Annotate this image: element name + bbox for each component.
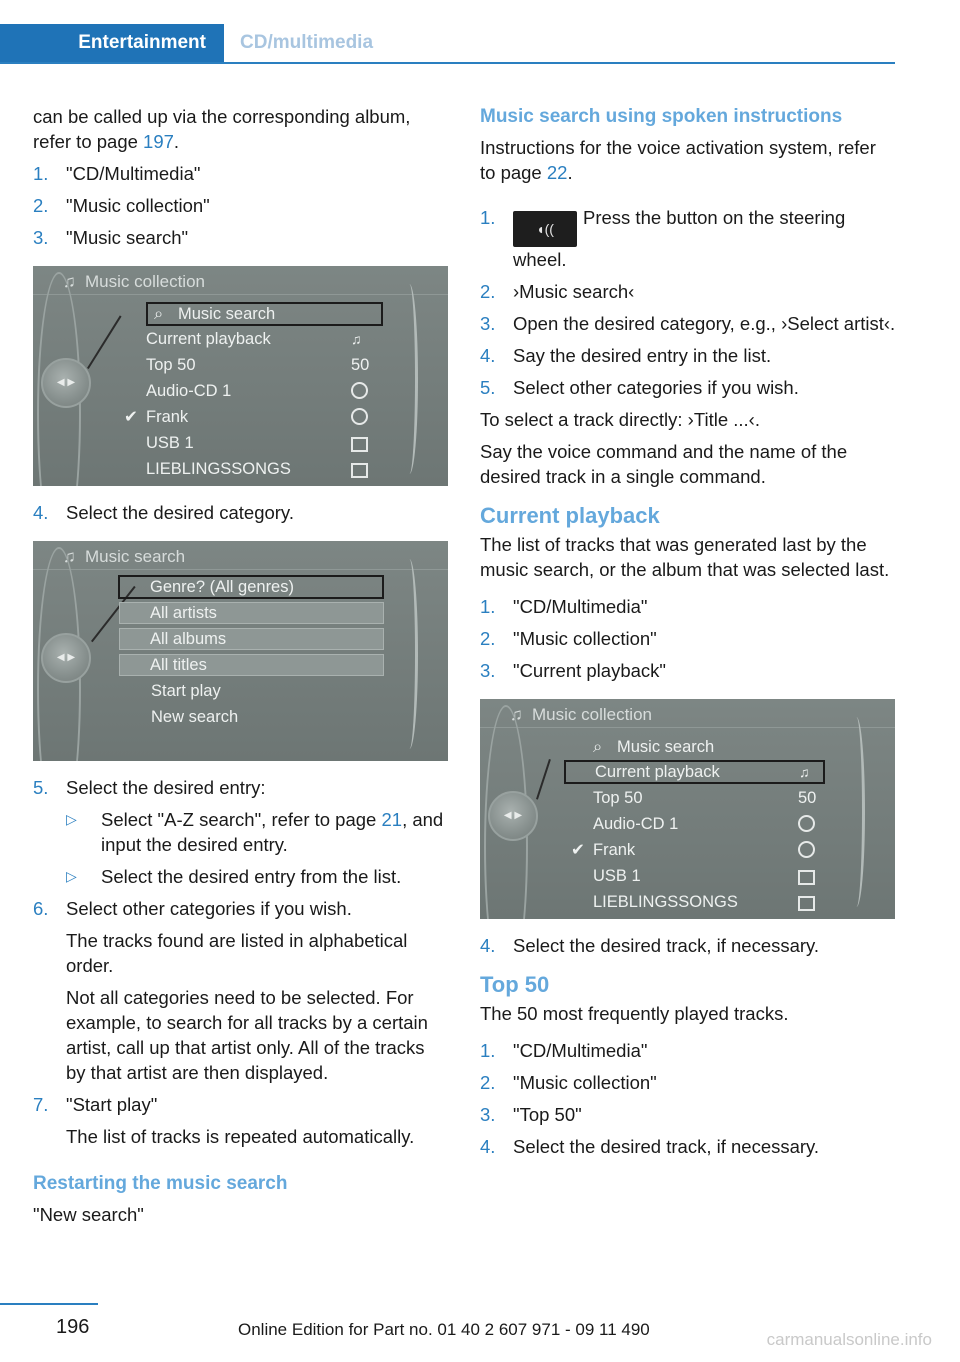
- cd-icon: [798, 815, 815, 832]
- menu-item-all-titles[interactable]: All titles: [119, 654, 384, 676]
- left-column: [33, 104, 449, 1234]
- usb-icon: [798, 870, 815, 885]
- list-item: 1. "CD/Multimedia": [480, 596, 648, 617]
- current-steps: [480, 594, 896, 683]
- menu-item-frank[interactable]: ✔ Frank: [146, 405, 382, 429]
- list-item: 3. "Music search": [33, 227, 189, 248]
- list-item: 5. Select other categories if you wish.: [480, 377, 799, 398]
- step-note: The tracks found are listed in alphabetical order.: [66, 930, 408, 976]
- page-link-197[interactable]: 197: [143, 131, 174, 152]
- restart-heading: Restarting the music search: [33, 1173, 288, 1194]
- menu-item-music-search[interactable]: ⌕ Music search: [146, 302, 383, 326]
- list-item: 7. "Start play" The list of tracks is repeated automatically.: [33, 1092, 449, 1149]
- menu-item-lieblingssongs[interactable]: LIEBLINGSSONGS: [593, 890, 829, 914]
- controller-knob-icon: ◀ ▶: [41, 633, 91, 683]
- page-number: 196: [56, 1316, 90, 1338]
- top50-steps: [480, 1038, 896, 1159]
- menu-item-usb[interactable]: USB 1: [593, 864, 829, 888]
- intro-paragraph: can be called up via the corresponding album, refer to page 197.: [33, 106, 411, 152]
- screen-title: Music search: [85, 547, 186, 566]
- right-column: [480, 104, 896, 1166]
- playlist-icon: ♫: [351, 331, 362, 347]
- direct-text-2: Say the voice command and the name of the desired track in a single command.: [480, 441, 848, 487]
- menu-item-frank[interactable]: ✔ Frank: [593, 838, 829, 862]
- list-item: 2. ›Music search‹: [480, 281, 635, 302]
- music-note-icon: ♫: [63, 272, 76, 291]
- screen-music-collection: [33, 266, 448, 486]
- menu-item-current-playback[interactable]: Current playback ♫: [564, 760, 825, 784]
- tab-cd-multimedia[interactable]: CD/multimedia: [240, 32, 374, 53]
- voice-paragraph: Instructions for the voice activation system, refer to page 22.: [480, 137, 876, 183]
- pointer-line: [536, 759, 551, 800]
- checkmark-icon: ✔: [124, 408, 138, 426]
- cd-icon: [351, 408, 368, 425]
- music-note-icon: ♫: [63, 547, 76, 566]
- divider: [480, 727, 895, 728]
- list-item: 2. "Music collection": [33, 195, 210, 216]
- music-note-icon: ♫: [510, 705, 523, 724]
- divider: [33, 294, 448, 295]
- menu-item-all-artists[interactable]: All artists: [119, 602, 384, 624]
- screen-music-search: [33, 541, 448, 761]
- controller-knob-icon: ◀ ▶: [41, 358, 91, 408]
- list-item: 4. Select the desired category.: [33, 502, 294, 523]
- list-item: 2. "Music collection": [480, 1072, 657, 1093]
- menu-item-top50[interactable]: Top 50 50: [146, 356, 370, 374]
- checkmark-icon: ✔: [571, 841, 585, 859]
- menu-item-music-search[interactable]: ⌕ Music search: [593, 735, 829, 759]
- screen-music-collection-current: [480, 699, 895, 919]
- voice-steps: [480, 205, 896, 400]
- playlist-icon: ♫: [799, 764, 810, 780]
- top50-heading: Top 50: [480, 972, 550, 997]
- divider: [33, 569, 448, 570]
- list-item: 5. Select the desired entry: ▷ Select "A-Z search", refer to page 21, and input the desired entry. ▷ Select the desired entry from the list.: [33, 775, 449, 889]
- top50-text: The 50 most frequently played tracks.: [480, 1003, 789, 1024]
- list-item: 4. Select the desired track, if necessary.: [480, 1136, 820, 1157]
- current-steps-b: [480, 933, 896, 958]
- sub-list: [66, 807, 449, 889]
- footer-line: [0, 1303, 98, 1305]
- list-item: 3. "Current playback": [480, 660, 666, 681]
- watermark: carmanualsonline.info: [766, 1330, 932, 1349]
- list-item: 6. Select other categories if you wish. The tracks found are listed in alphabetical order. Not all categories need to be selected. For example, to search for all tracks by a certain artist, call up that artist only. All of the tracks by that artist are then displayed.: [33, 896, 449, 1085]
- direct-text: To select a track directly: ›Title ...‹.: [480, 409, 760, 430]
- screen-title: Music collection: [85, 272, 205, 291]
- restart-text: "New search": [33, 1204, 144, 1225]
- triangle-bullet-icon: ▷: [66, 868, 77, 884]
- usb-icon: [351, 437, 368, 452]
- menu-item-lieblingssongs[interactable]: LIEBLINGSSONGS: [146, 457, 382, 481]
- menu-item-audio-cd[interactable]: Audio-CD 1: [593, 812, 829, 836]
- usb-icon: [798, 896, 815, 911]
- tab-entertainment[interactable]: Entertainment: [0, 24, 224, 62]
- voice-button-icon: ◖((: [513, 211, 577, 247]
- scroll-arc: [848, 717, 865, 907]
- step-note: Not all categories need to be selected. For example, to search for all tracks by a certain artist, call up that artist only. All of the tracks by that artist are then displayed.: [66, 987, 428, 1083]
- menu-item-current-playback[interactable]: Current playback ♫: [146, 327, 382, 351]
- list-item: 1. ◖((Press the button on the steering wheel.: [480, 207, 846, 270]
- menu-item-new-search[interactable]: New search: [151, 708, 239, 726]
- menu-item-all-albums[interactable]: All albums: [119, 628, 384, 650]
- list-item: 4. Say the desired entry in the list.: [480, 345, 772, 366]
- page-link-22[interactable]: 22: [546, 162, 568, 183]
- menu-item-audio-cd[interactable]: Audio-CD 1: [146, 379, 382, 403]
- list-item: 1. "CD/Multimedia": [480, 1040, 648, 1061]
- list-item: 1. "CD/Multimedia": [33, 163, 201, 184]
- step-note: The list of tracks is repeated automatically.: [66, 1126, 415, 1147]
- triangle-bullet-icon: ▷: [66, 811, 77, 827]
- current-playback-text: The list of tracks that was generated last by the music search, or the album that was selected last.: [480, 534, 890, 580]
- list-item: 2. "Music collection": [480, 628, 657, 649]
- usb-icon: [351, 463, 368, 478]
- cd-icon: [798, 841, 815, 858]
- menu-item-genre[interactable]: Genre? (All genres): [118, 575, 384, 599]
- list-item: 3. "Top 50": [480, 1104, 582, 1125]
- steps-list-c: [33, 775, 449, 1149]
- search-icon: ⌕: [154, 305, 164, 323]
- list-item: 3. Open the desired category, e.g., ›Select artist‹.: [480, 313, 896, 334]
- page-link-21[interactable]: 21: [381, 809, 403, 830]
- list-item: 4. Select the desired track, if necessary.: [480, 935, 820, 956]
- sub-list-item: ▷ Select the desired entry from the list.: [66, 866, 402, 887]
- steps-list-b: [33, 500, 449, 525]
- current-playback-heading: Current playback: [480, 503, 660, 528]
- steps-list-a: [33, 161, 449, 250]
- search-icon: ⌕: [593, 738, 603, 756]
- controller-knob-icon: ◀ ▶: [488, 791, 538, 841]
- scroll-arc: [401, 559, 418, 749]
- pointer-line: [87, 315, 122, 369]
- scroll-arc: [401, 284, 418, 474]
- voice-heading: Music search using spoken instructions: [480, 106, 843, 127]
- sub-list-item: ▷ Select "A-Z search", refer to page 21, and input the desired entry.: [66, 809, 444, 855]
- menu-item-top50[interactable]: Top 50 50: [593, 789, 817, 807]
- cd-icon: [351, 382, 368, 399]
- menu-item-usb[interactable]: USB 1: [146, 431, 382, 455]
- edition-footer: Online Edition for Part no. 01 40 2 607 971 - 09 11 490: [238, 1320, 650, 1339]
- menu-item-start-play[interactable]: Start play: [151, 682, 221, 700]
- screen-title: Music collection: [532, 705, 652, 724]
